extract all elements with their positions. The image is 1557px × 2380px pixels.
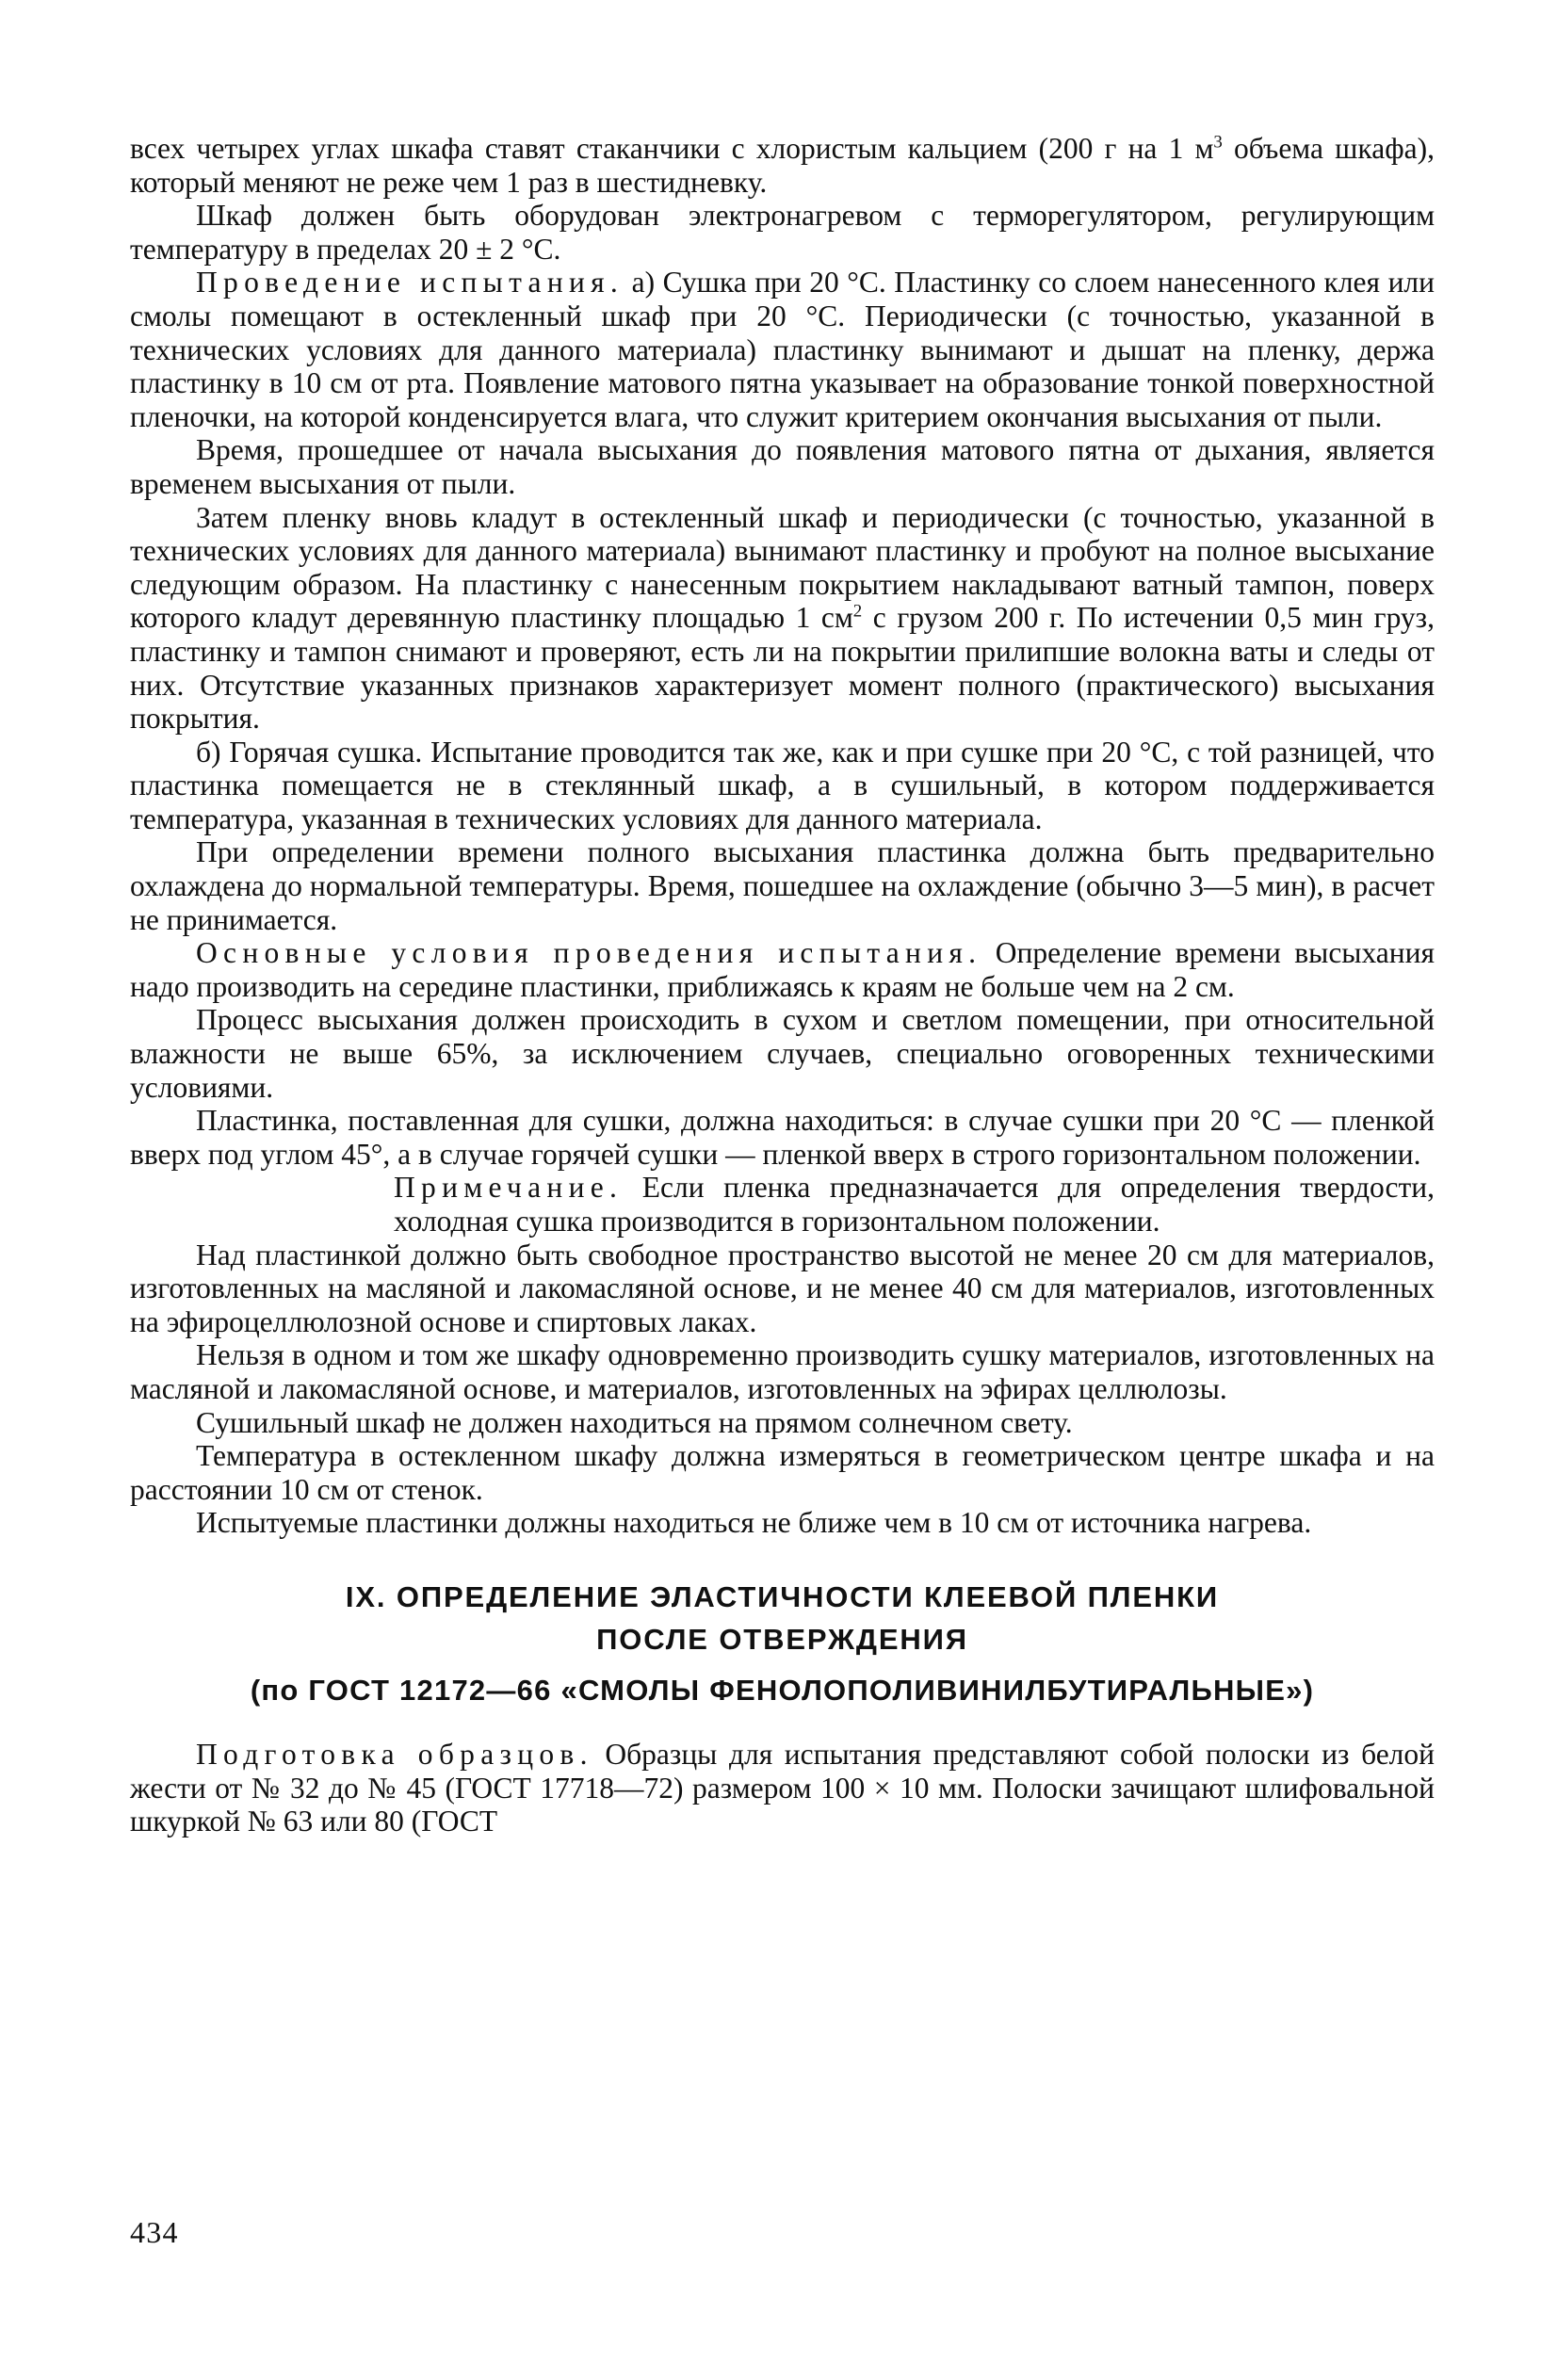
paragraph: Нельзя в одном и том же шкафу одновременно производить сушку материалов, изготовленных на масляной и лакомасляной основе, и материалов, изготовленных на эфирах целлюлозы.: [130, 1338, 1435, 1405]
paragraph: Подготовка образцов. Образцы для испытания представляют собой полоски из белой жести от № 32 до № 45 (ГОСТ 17718—72) размером 100 × 10 мм. Полоски зачищают шлифовальной шкуркой № 63 или 80 (ГОСТ: [130, 1737, 1435, 1838]
note-lead: Примечание.: [394, 1171, 624, 1205]
paragraph: Испытуемые пластинки должны находиться не ближе чем в 10 см от источника нагрева.: [196, 1506, 1312, 1540]
spaced-lead: Подготовка образцов.: [196, 1737, 593, 1771]
section-viii-body: [130, 132, 1435, 1540]
paragraph: Проведение испытания. а) Сушка при 20 °С. Пластинку со слоем нанесенного клея или смолы помещают в остекленный шкаф при 20 °С. Периодически (с точностью, указанной в технических условиях для данного материала) пластинку вынимают и дышат на пленку, держа пластинку в 10 см от рта. Появление матового пятна указывает на образование тонкой поверхностной пленочки, на которой конденсируется влага, что служит критерием окончания высыхания от пыли.: [130, 266, 1435, 433]
spaced-lead: Основные условия проведения испытания.: [196, 936, 982, 970]
paragraph: Температура в остекленном шкафу должна измеряться в геометрическом центре шкафа и на расстоянии 10 см от стенок.: [130, 1439, 1435, 1506]
spaced-lead: Проведение испытания.: [196, 266, 624, 300]
paragraph: Сушильный шкаф не должен находиться на прямом солнечном свету.: [196, 1405, 1073, 1439]
paragraph-continuation: всех четырех углах шкафа ставят стаканчики с хлористым кальцием (200 г на 1 $м^3$ объема шкафа), который меняют не реже чем 1 раз в шестидневку.: [130, 132, 1435, 199]
section-heading-line2: ПОСЛЕ ОТВЕРЖДЕНИЯ: [596, 1622, 968, 1656]
note: Примечание. Если пленка предназначается для определения твердости, холодная сушка производится в горизонтальном положении.: [394, 1171, 1435, 1238]
paragraph: Время, прошедшее от начала высыхания до появления матового пятна от дыхания, является временем высыхания от пыли.: [130, 433, 1435, 500]
paragraph: Шкаф должен быть оборудован электронагревом с терморегулятором, регулирующим температуру в пределах 20 ± 2 °С.: [130, 199, 1435, 266]
page-number: 434: [130, 2215, 179, 2249]
paragraph: Пластинка, поставленная для сушки, должна находиться: в случае сушки при 20 °С — пленкой вверх под углом 45°, а в случае горячей сушки — пленкой вверх в строго горизонтальном положении.: [130, 1104, 1435, 1171]
section-heading: [130, 1576, 1435, 1660]
paragraph: Затем пленку вновь кладут в остекленный шкаф и периодически (с точностью, указанной в технических условиях для данного материала) вынимают пластинку и пробуют на полное высыхание следующим образом. На пластинку с нанесенным покрытием накладывают ватный тампон, поверх которого кладут деревянную пластинку площадью 1 $см^2$ с грузом 200 г. По истечении 0,5 мин груз, пластинку и тампон снимают и проверяют, есть ли на покрытии прилипшие волокна ваты и следы от них. Отсутствие указанных признаков характеризует момент полного (практического) высыхания покрытия.: [130, 500, 1435, 736]
section-standard-ref: (по ГОСТ 12172—66 «СМОЛЫ ФЕНОЛОПОЛИВИНИЛБУТИРАЛЬНЫЕ»): [250, 1673, 1315, 1707]
paragraph: Над пластинкой должно быть свободное пространство высотой не менее 20 см для материалов, изготовленных на масляной и лакомасляной основе, и не менее 40 см для материалов, изготовленных на эфироцеллюлозной основе и спиртовых лаках.: [130, 1238, 1435, 1338]
section-heading-line1: IX. ОПРЕДЕЛЕНИЕ ЭЛАСТИЧНОСТИ КЛЕЕВОЙ ПЛЕНКИ: [345, 1579, 1220, 1613]
section-ix-body: [130, 1738, 1435, 1838]
paragraph: При определении времени полного высыхания пластинка должна быть предварительно охлаждена до нормальной температуры. Время, пошедшее на охлаждение (обычно 3—5 мин), в расчет не принимается.: [130, 835, 1435, 936]
paragraph: Основные условия проведения испытания. Определение времени высыхания надо производить на середине пластинки, приближаясь к краям не больше чем на 2 см.: [130, 936, 1435, 1003]
paragraph: Процесс высыхания должен происходить в сухом и светлом помещении, при относительной влажности не выше 65%, за исключением случаев, специально оговоренных техническими условиями.: [130, 1003, 1435, 1104]
paragraph: б) Горячая сушка. Испытание проводится так же, как и при сушке при 20 °С, с той разницей, что пластинка помещается не в стеклянный шкаф, а в сушильный, в котором поддерживается температура, указанная в технических условиях для данного материала.: [130, 735, 1435, 835]
